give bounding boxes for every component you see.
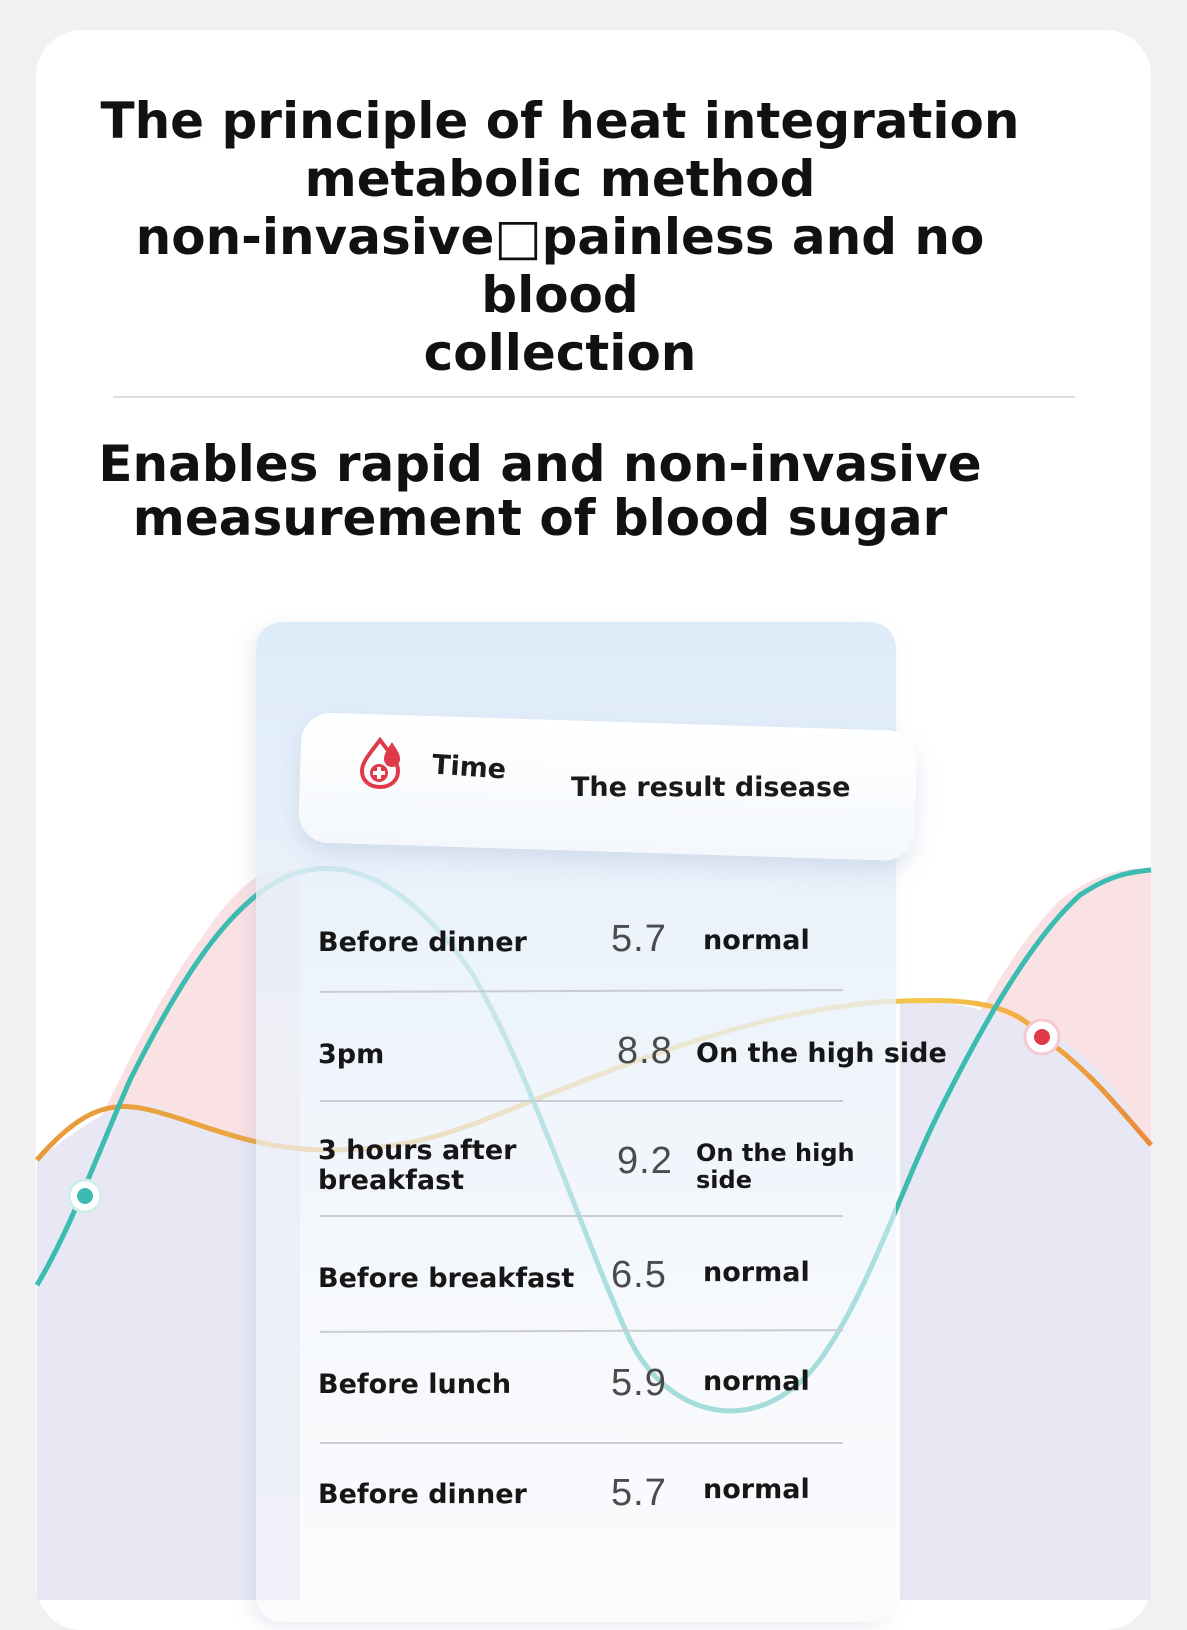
subheadline: Enables rapid and non-invasive measurement of blood sugar: [98, 435, 982, 547]
row-divider: [320, 1442, 843, 1444]
row-value: 5.7: [611, 918, 667, 960]
row-time: Before lunch: [318, 1369, 512, 1400]
row-status: normal: [703, 925, 810, 956]
divider: [113, 396, 1075, 398]
headline: The principle of heat integration metabolic method non-invasive□painless and no blood collection: [100, 92, 1020, 382]
row-time: Before dinner: [318, 927, 527, 958]
red-marker: [1025, 1020, 1059, 1054]
row-time: 3 hours after breakfast: [318, 1135, 517, 1196]
row-status: On the high side: [696, 1038, 947, 1069]
teal-marker: [69, 1180, 101, 1212]
row-time: Before breakfast: [318, 1263, 575, 1294]
column-header-time: Time: [431, 749, 508, 786]
row-status: normal: [703, 1474, 810, 1505]
column-header-result: The result disease: [571, 772, 851, 803]
row-time: Before dinner: [318, 1479, 527, 1510]
blood-drop-plus-icon: [358, 737, 406, 789]
row-value: 5.7: [611, 1472, 667, 1514]
row-status: On the high side: [696, 1139, 855, 1194]
row-divider: [320, 1100, 843, 1102]
row-value: 5.9: [611, 1362, 667, 1404]
row-time: 3pm: [318, 1039, 385, 1070]
row-divider: [320, 1215, 843, 1217]
row-status: normal: [703, 1257, 810, 1288]
row-value: 8.8: [617, 1030, 673, 1072]
row-status: normal: [703, 1366, 810, 1397]
row-value: 9.2: [617, 1140, 673, 1182]
row-value: 6.5: [611, 1254, 667, 1296]
lavender-area-right: [900, 1000, 1151, 1600]
